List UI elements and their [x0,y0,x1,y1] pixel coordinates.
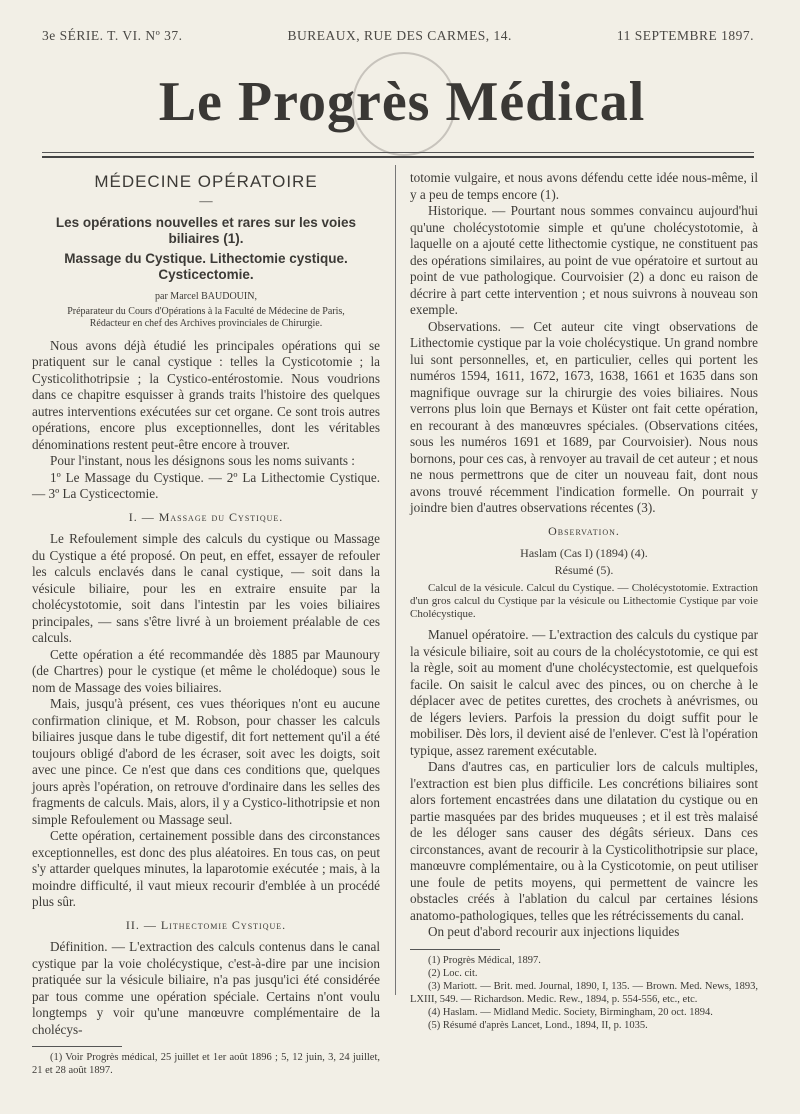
paragraph: Cette opération, certainement possible dans des circonstances exceptionnelles, est donc des plus aléatoires. En tous cas, on peut s'y attarder quelques minutes, la laparotomie exécutée ; mais, à la moindre difficulté, il vaut mieux recourir d'emblée à un procédé plus sûr. [32,828,380,909]
masthead-rule-thick [42,156,754,158]
footnote-rule [410,949,500,950]
paragraph: Historique. — Pourtant nous sommes convaincu aujourd'hui qu'une cholécystotomie simple et qu'une cholécystotomie, à laquelle on a ajouté cette lithectomie cystique, ne constituent pas des opérations similaires, au point de vue opératoire et surtout au point de vue pathologique. Courvoisier (2) a donc eu raison de décrire à part cette intervention ; et nous suivrons à nouveau son exemple. [410,203,758,317]
footnote: (1) Voir Progrès médical, 25 juillet et 1er août 1896 ; 5, 12 juin, 3, 24 juillet, 21 et 28 août 1897. [32,1052,380,1076]
masthead [52,62,752,142]
column-divider [395,165,396,995]
observation-summary: Résumé (5). [554,562,614,577]
footnote: (5) Résumé d'après Lancet, Lond., 1894, II, p. 1035. [428,1019,648,1031]
paragraph: Nous avons déjà étudié les principales opérations qui se pratiquent sur le canal cystique : telles la Cysticotomie ; la Cysticolithotripsie ; la Cystico-entérostomie. Nous voudrions dans ce chapitre esquisser à grands traits l'histoire des quelques autres interventions exécutées sur cet organe. Ce sont trois autres opérations, encore plus exceptionnelles, dont les véritables dénominations restent peut-être encore à trouver. [32,337,380,452]
article-subtitle: Massage du Cystique. Lithectomie cystique. Cysticectomie. [64,251,348,282]
paragraph: Pour l'instant, nous les désignons sous les noms suivants : [50,453,355,468]
issue-date: 11 SEPTEMBRE 1897. [616,28,754,43]
footnote: (3) Mariott. — Brit. med. Journal, 1890, I, 135. — Brown. Med. News, 1893, LXIII, 549. — Richardson. Medic. Rew., 1894, p. 554-556, etc., etc. [410,980,758,1005]
paragraph: On peut d'abord recourir aux injections liquides [428,924,680,939]
section-title: MÉDECINE OPÉRATOIRE [94,172,318,191]
footnote: (1) Progrès Médical, 1897. [428,954,541,966]
observation-heading: Observation. [548,523,620,538]
author-affiliation [32,306,380,330]
affiliation-line-2: Rédacteur en chef des Archives provinciales de Chirurgie. [89,317,323,329]
subsection-heading: II. — Lithectomie Cystique. [125,917,287,932]
paragraph: Mais, jusqu'à présent, ces vues théoriques n'ont eu aucune confirmation clinique, et M. Robson, pour chasser les calculs biliaires jusque dans le tube digestif, dit fort nettement qu'il a été toujours obligé d'abord de les écraser, soit avec les doigts, soit avec une pince. Ce n'est que dans ces conditions que, quelques jours après l'opération, on retrouve d'ordinaire dans les selles des fragments de calculs. Mais, alors, il y a Cystico-lithotripsie et non simple Refoulement ou Massage seul. [32,696,380,827]
left-column [32,170,380,1077]
article-title: Les opérations nouvelles et rares sur les voies biliaires (1). [55,215,357,246]
footnote: (4) Haslam. — Midland Medic. Society, Birmingham, 20 oct. 1894. [428,1006,713,1018]
affiliation-line-1: Préparateur du Cours d'Opérations à la Faculté de Médecine de Paris, [67,305,345,317]
paragraph: Manuel opératoire. — L'extraction des calculs du cystique par la vésicule biliaire, soit au cours de la cholécystotomie, ce qui est la règle, soit au moment d'une cholécystectomie, est quelquefois facile. On saisit le calcul avec des pinces, ou on cherche à le déplacer avec de petites curettes, des crochets à anévrismes, ou de légers leviers. Parfois la pression du doigt suffit pour le mobiliser. Dès lors, il devient aisé de l'enlever. C'est là l'opération typique, assez rarement exécutable. [410,627,758,758]
right-column [410,170,758,1032]
paragraph: Observations. — Cet auteur cite vingt observations de Lithectomie cystique par la voie cholécystique. Un grand nombre lui sont personnelles, et, en particulier, celles qui portent les numéros 1594, 1611, 1672, 1673, 1638, 1661 et 1635 dans son magnifique ouvrage sur la chirurgie des voies biliaires. Nous verrons plus loin que Bernays et Küster ont fait cette opération, en recourant à des manœuvres spéciales. (Observations citées, sous les numéros 1691 et 1689, par Courvoisier). Nous nous bornons, pour ces cas, à renvoyer au travail de cet auteur ; et nous ne nous permettrons que de citer un nouveau fait, dont nous avons trouvé récemment l'indication formelle. On pourrait y joindre bien d'autres observations récentes (3). [410,318,758,515]
paragraph: Définition. — L'extraction des calculs contenus dans le canal cystique par la voie cholécystique, c'est-à-dire par une incision pratiquée sur la vésicule biliaire, n'a pas jusqu'ici été considérée par tous comme une opération spéciale. Certains n'ont voulu longtemps y voir qu'une manœuvre complémentaire de la cholécys- [32,939,380,1037]
author-byline: par Marcel BAUDOUIN, [155,291,257,302]
footnote-rule [32,1046,122,1047]
paragraph: 1º Le Massage du Cystique. — 2º La Lithectomie Cystique. — 3º La Cysticectomie. [32,469,380,501]
section-dash: — [199,192,213,208]
paragraph: Cette opération a été recommandée dès 1885 par Maunoury (de Chartres) pour le cystique (et même le cholédoque) sous le nom de Massage des voies biliaires. [32,646,380,695]
footnote: (2) Loc. cit. [428,967,478,979]
running-header [42,28,754,44]
paragraph: totomie vulgaire, et nous avons défendu cette idée nous-même, il y a peu de temps encore (1). [410,170,758,202]
observation-text: Calcul de la vésicule. Calcul du Cystique. — Cholécystotomie. Extraction d'un gros calcul du Cystique par la vésicule ou Lithectomie Cystique par voie Cholécystique. [410,582,758,620]
office-address: BUREAUX, RUE DES CARMES, 14. [287,28,512,43]
observation-case: Haslam (Cas I) (1894) (4). [520,546,648,560]
masthead-rule [42,152,754,153]
paragraph: Le Refoulement simple des calculs du cystique ou Massage du Cystique a été proposé. On peut, en effet, essayer de refouler les calculs enclavés dans le canal cystique, — soit dans la vésicule biliaire, pour les en extraire ensuite par la cholécystotomie, soit dans l'intestin par les voies biliaires principales, — sans s'être livré à un broiement préalable de ces calculs. [32,531,380,645]
series-info: 3e SÉRIE. T. VI. Nº 37. [42,28,183,43]
paragraph: Dans d'autres cas, en particulier lors de calculs multiples, l'extraction est bien plus difficile. Les concrétions biliaires sont alors fortement encastrées dans une dilatation du cystique ou en partie masquées par des brides muqueuses ; et il est très malaisé de les déloger sans causer des dégâts sérieux. Dans ces circonstances, avant de recourir à la Cysticolithotripsie sur place, manœuvre complémentaire, ou à la Cysticotomie, on peut utiliser une foule de petits moyens, qui permettent de vaincre les obstacles créés à l'ablation du calcul par certaines lésions anatomo-pathologiques, telles que les rétrécissements du canal. [410,759,758,923]
journal-title: Le Progrès Médical [158,71,646,133]
subsection-heading: I. — Massage du Cystique. [128,509,284,524]
